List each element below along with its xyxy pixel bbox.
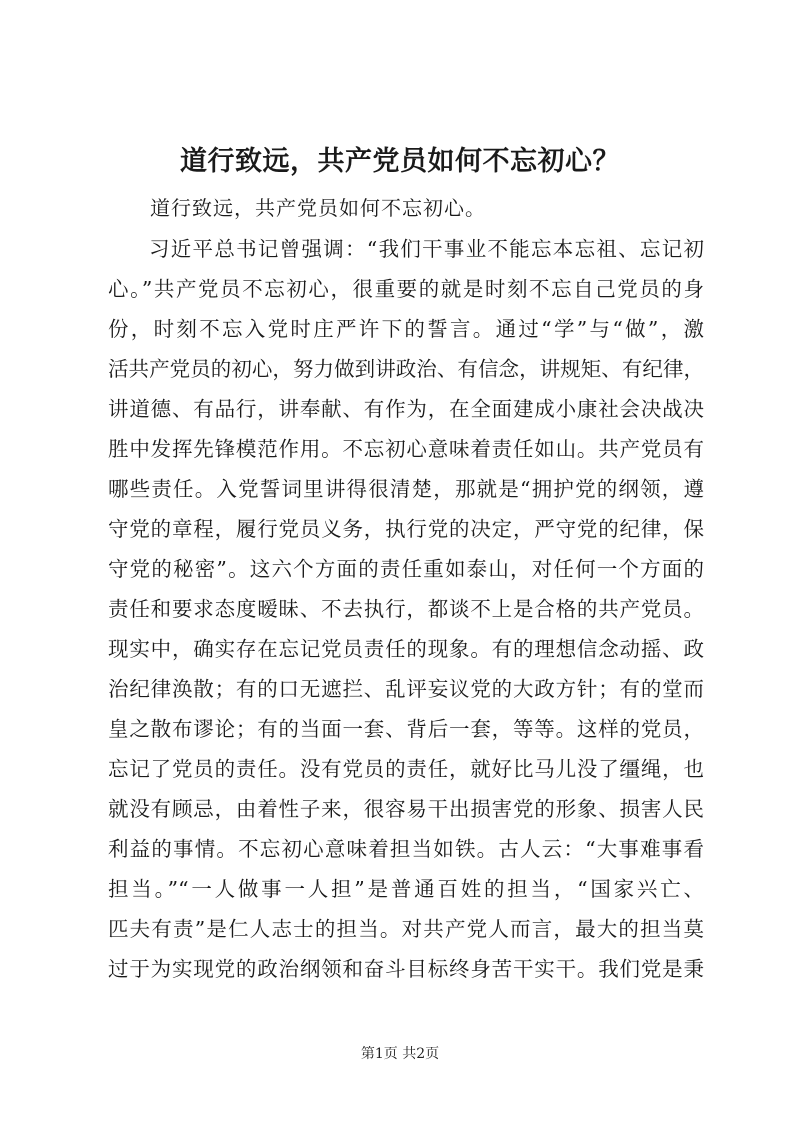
paragraph-line: 责任和要求态度暧昧、不去执行，都谈不上是合格的共产党员。 bbox=[108, 597, 704, 621]
paragraph-line: 习近平总书记曾强调：“我们干事业不能忘本忘祖、忘记初 bbox=[149, 237, 704, 261]
paragraph-line: 心。”共产党员不忘初心，很重要的就是时刻不忘自己党员的身 bbox=[108, 277, 704, 301]
paragraph-line: 忘记了党员的责任。没有党员的责任，就好比马儿没了缰绳，也 bbox=[108, 757, 704, 781]
page-title: 道行致远，共产党员如何不忘初心？ bbox=[180, 146, 620, 177]
paragraph-line: 守党的秘密”。这六个方面的责任重如泰山，对任何一个方面的 bbox=[108, 557, 704, 581]
paragraph-line: 就没有顾忌，由着性子来，很容易干出损害党的形象、损害人民 bbox=[108, 797, 704, 821]
paragraph-line: 利益的事情。不忘初心意味着担当如铁。古人云：“大事难事看 bbox=[108, 837, 704, 861]
paragraph-line: 现实中，确实存在忘记党员责任的现象。有的理想信念动摇、政 bbox=[108, 637, 704, 661]
paragraph-line: 胜中发挥先锋模范作用。不忘初心意味着责任如山。共产党员有 bbox=[108, 437, 704, 461]
paragraph-line: 活共产党员的初心，努力做到讲政治、有信念，讲规矩、有纪律， bbox=[108, 357, 704, 381]
paragraph-line: 过于为实现党的政治纲领和奋斗目标终身苦干实干。我们党是秉 bbox=[108, 957, 704, 981]
paragraph-line: 担当。”“一人做事一人担”是普通百姓的担当，“国家兴亡、 bbox=[108, 877, 704, 901]
subtitle-paragraph: 道行致远，共产党员如何不忘初心。 bbox=[150, 196, 486, 220]
paragraph-line: 皇之散布谬论；有的当面一套、背后一套，等等。这样的党员， bbox=[108, 717, 704, 741]
paragraph-line: 守党的章程，履行党员义务，执行党的决定，严守党的纪律，保 bbox=[108, 517, 704, 541]
page-number-footer: 第1页 共2页 bbox=[360, 1046, 440, 1062]
paragraph-line: 治纪律涣散；有的口无遮拦、乱评妄议党的大政方针；有的堂而 bbox=[108, 677, 704, 701]
paragraph-line: 哪些责任。入党誓词里讲得很清楚，那就是“拥护党的纲领，遵 bbox=[108, 477, 704, 501]
paragraph-line: 匹夫有责”是仁人志士的担当。对共产党人而言，最大的担当莫 bbox=[108, 917, 704, 941]
paragraph-line: 讲道德、有品行，讲奉献、有作为，在全面建成小康社会决战决 bbox=[108, 397, 704, 421]
body-paragraph bbox=[108, 229, 704, 989]
paragraph-line: 份，时刻不忘入党时庄严许下的誓言。通过“学”与“做”，激 bbox=[108, 317, 704, 341]
